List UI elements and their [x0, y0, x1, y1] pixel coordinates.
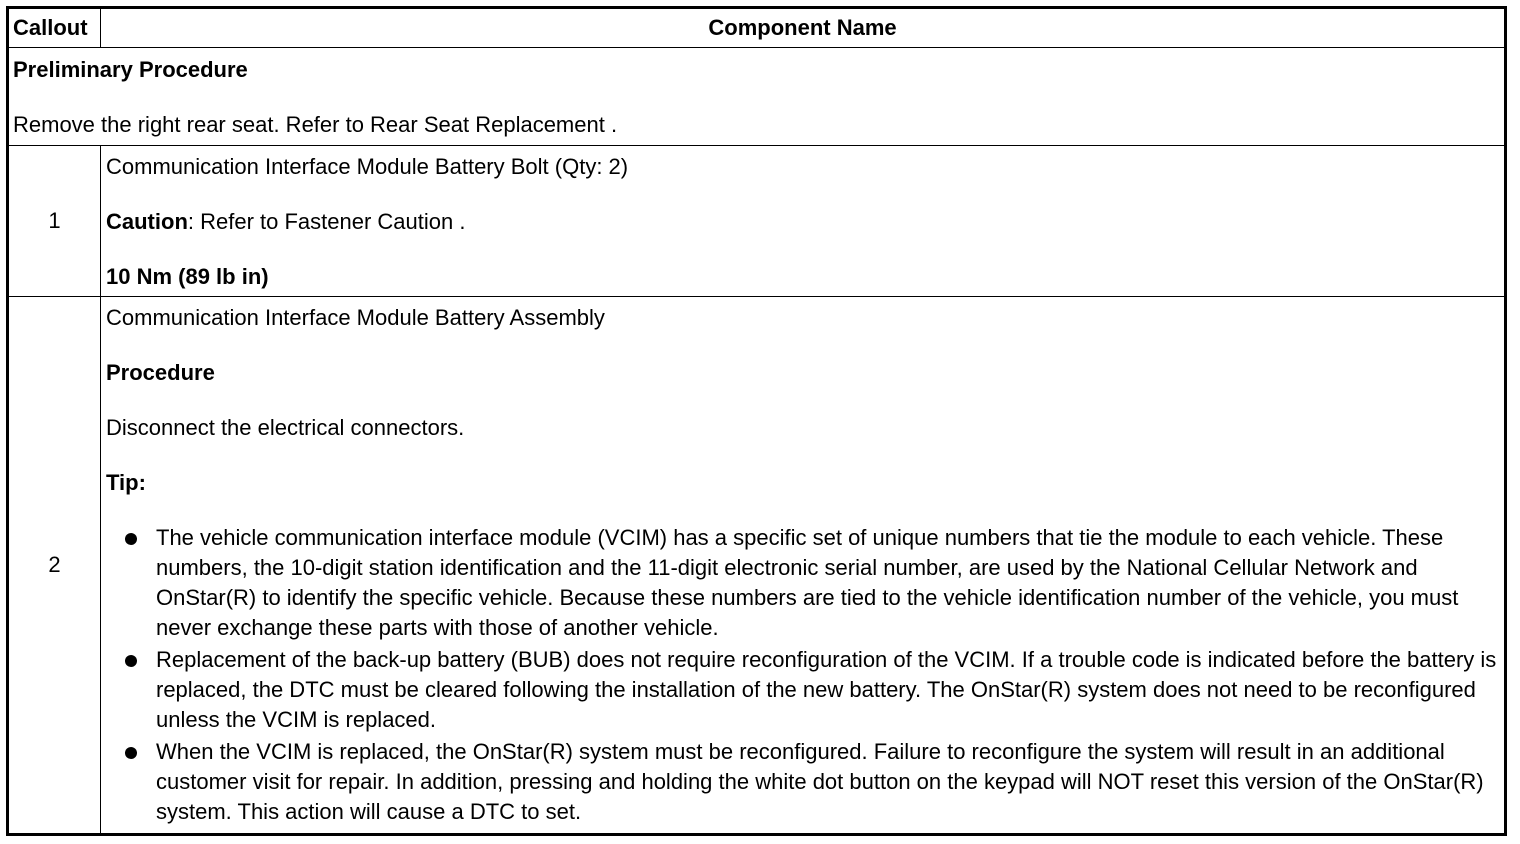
tip-text: When the VCIM is replaced, the OnStar(R) system must be reconfigured. Failure to reconfigure the system will result in an additional customer visit for repair. In addition, pressing and holding the white dot button on the keypad will NOT reset this version of the OnStar(R) system. This action will cause a DTC to set. [156, 739, 1484, 824]
table-row [8, 146, 1506, 297]
table-row [8, 297, 1506, 835]
component-name-column-header: Component Name [101, 8, 1506, 48]
preliminary-text: Remove the right rear seat. Refer to Rear Seat Replacement . [13, 112, 618, 137]
caution-label: Caution [106, 209, 188, 234]
component-name: Communication Interface Module Battery Assembly [106, 305, 605, 330]
component-cell [101, 297, 1506, 835]
component-table [6, 6, 1507, 836]
bullet-icon [125, 747, 137, 759]
procedure-label: Procedure [106, 360, 215, 385]
preliminary-title: Preliminary Procedure [13, 57, 248, 82]
callout-number: 1 [8, 146, 101, 297]
table-header-row [8, 8, 1506, 48]
tip-list [106, 523, 1500, 827]
component-cell [101, 146, 1506, 297]
tip-text: Replacement of the back-up battery (BUB) does not require reconfiguration of the VCIM. If a trouble code is indicated before the battery is replaced, the DTC must be cleared following the installation of the new battery. The OnStar(R) system does not need to be reconfigured unless the VCIM is replaced. [156, 647, 1497, 732]
callout-number: 2 [8, 297, 101, 835]
caution-text: : Refer to Fastener Caution . [187, 209, 466, 234]
tip-text: The vehicle communication interface module (VCIM) has a specific set of unique numbers that tie the module to each vehicle. These numbers, the 10-digit station identification and the 11-digit electronic serial number, are used by the National Cellular Network and OnStar(R) to identify the specific vehicle. Because these numbers are tied to the vehicle identification number of the vehicle, you must never exchange these parts with those of another vehicle. [156, 525, 1459, 640]
list-item [122, 645, 1500, 735]
tip-label: Tip: [106, 470, 146, 495]
procedure-text: Disconnect the electrical connectors. [106, 415, 465, 440]
component-name: Communication Interface Module Battery Bolt (Qty: 2) [106, 154, 629, 179]
list-item [122, 523, 1500, 643]
bullet-icon [125, 655, 137, 667]
caution-line [106, 207, 1500, 237]
list-item [122, 737, 1500, 827]
callout-column-header: Callout [8, 8, 101, 48]
torque-spec: 10 Nm (89 lb in) [106, 264, 269, 289]
preliminary-row [8, 48, 1506, 146]
bullet-icon [125, 533, 137, 545]
preliminary-cell [8, 48, 1506, 146]
